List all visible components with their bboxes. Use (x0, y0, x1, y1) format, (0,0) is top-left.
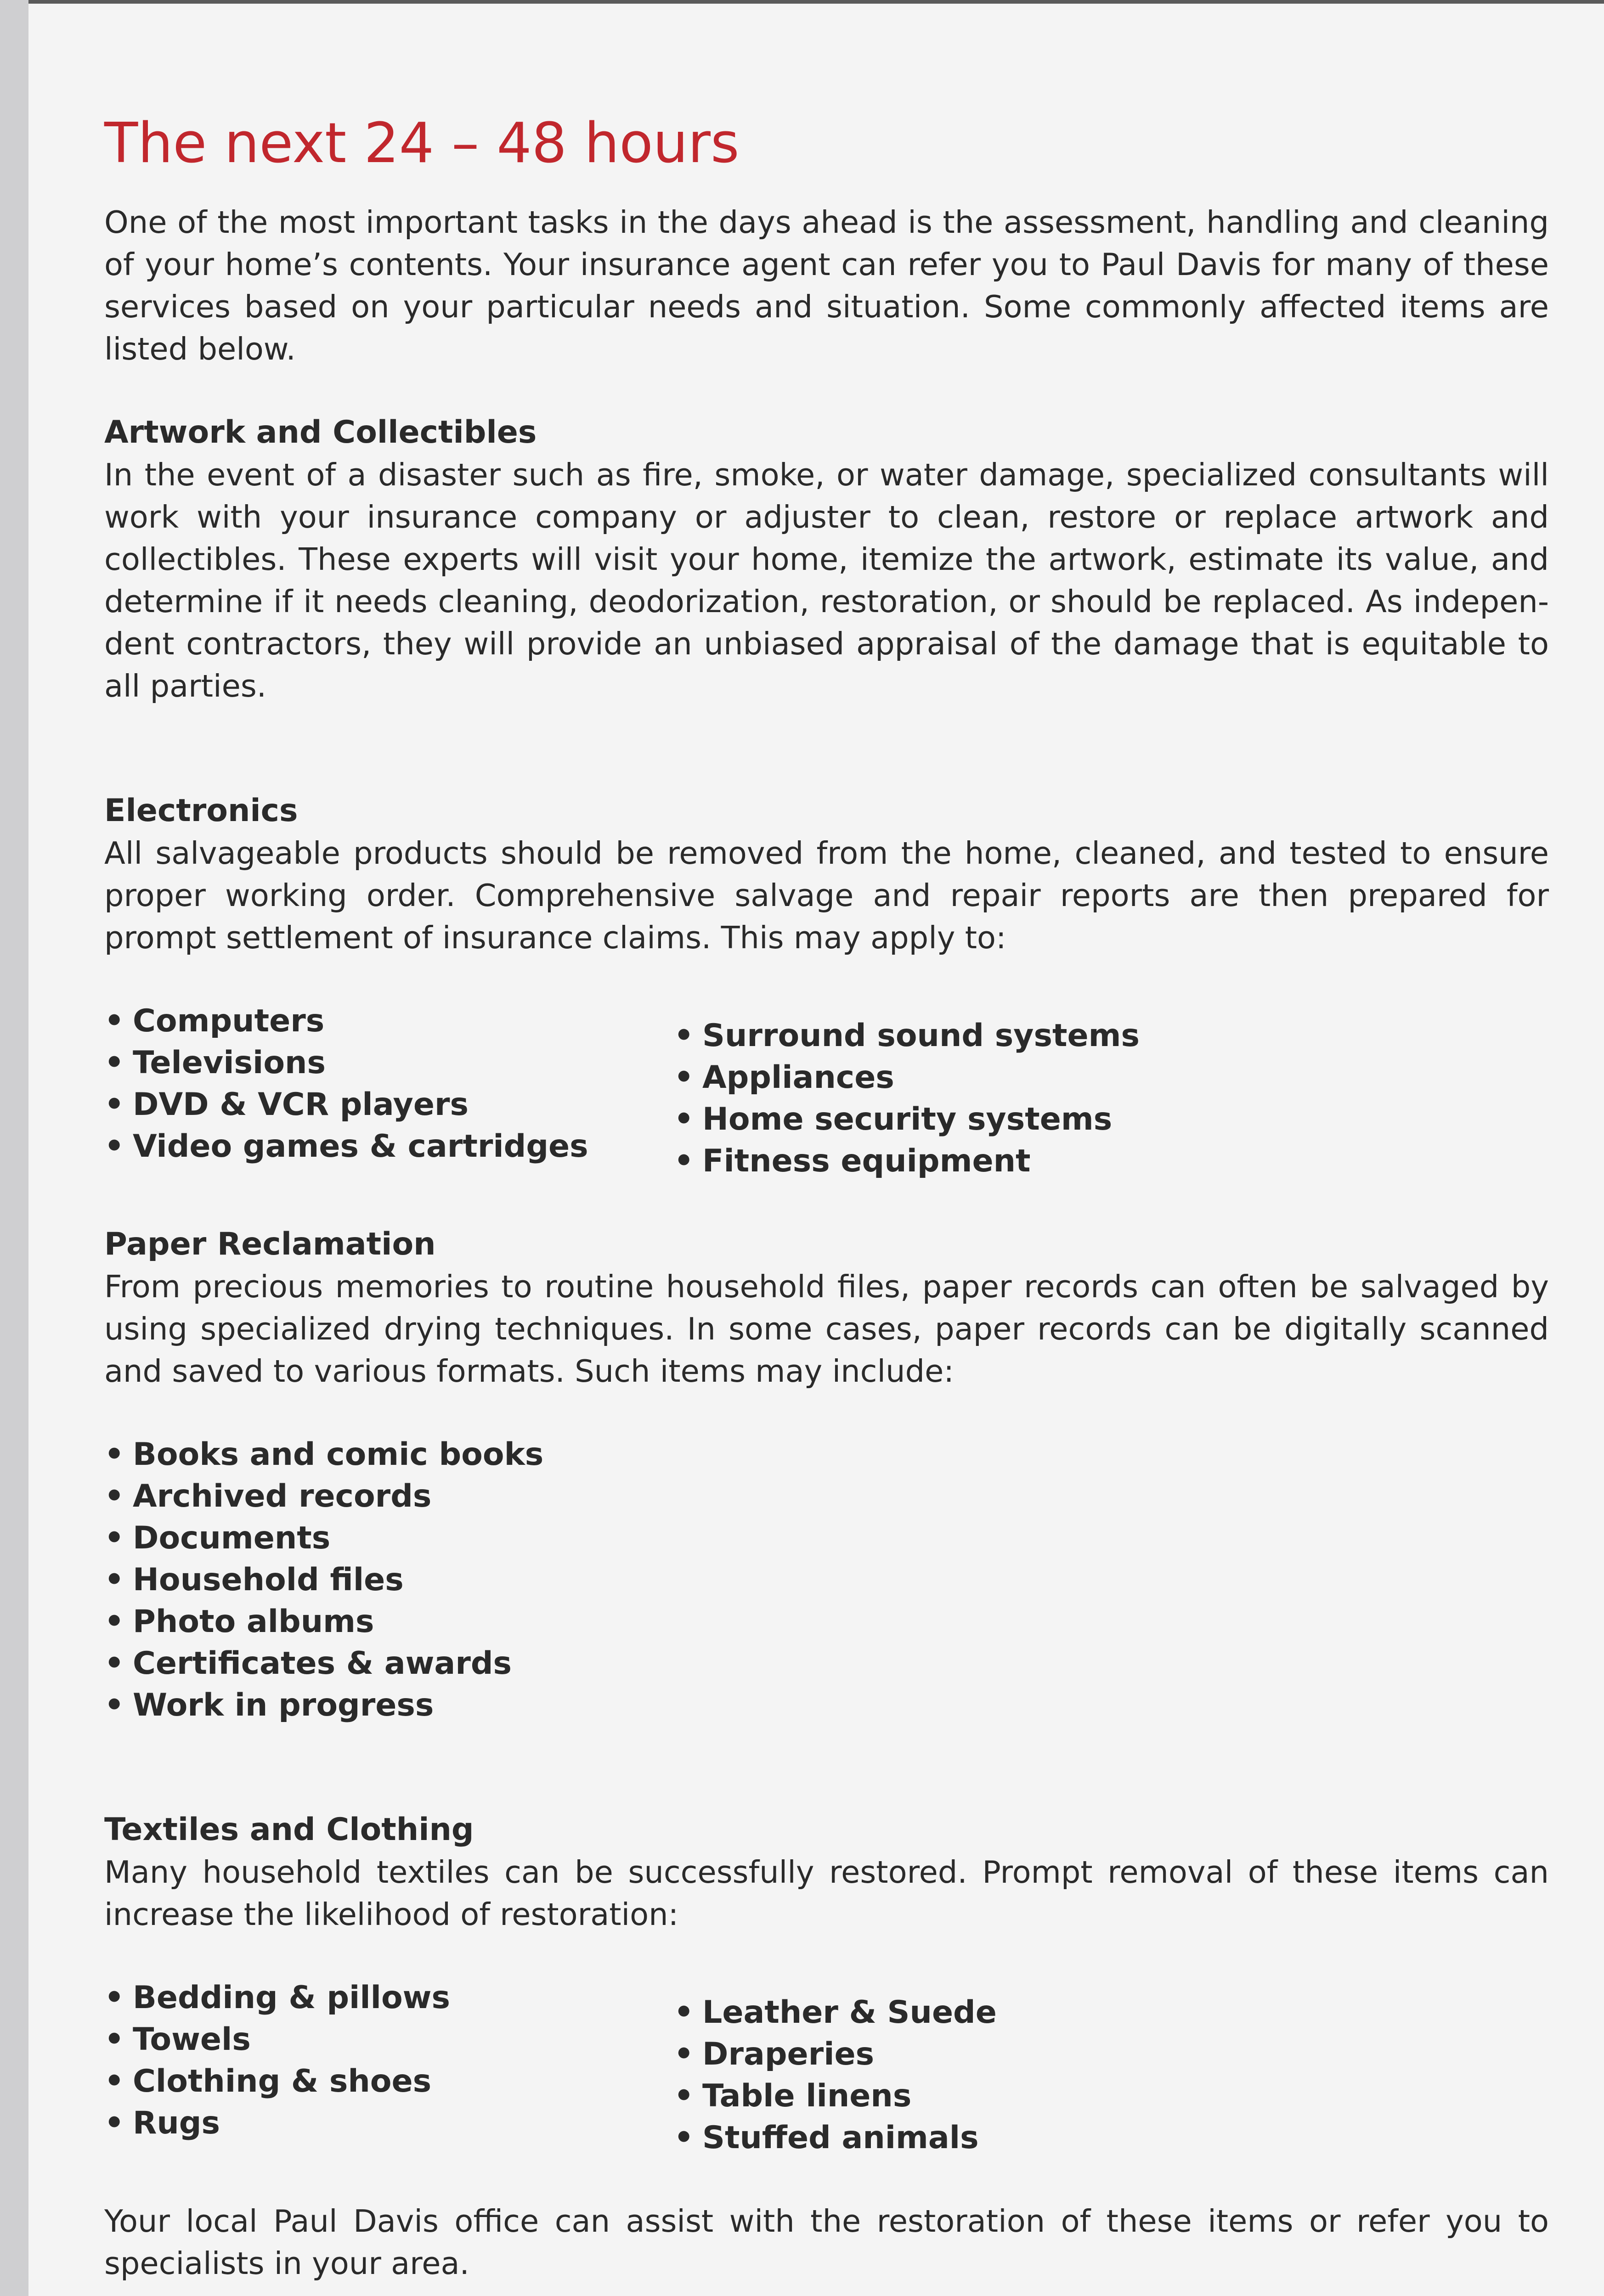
section-electronics (104, 790, 1549, 1182)
section-textiles (104, 1809, 1549, 2159)
list-item: • Appliances (674, 1057, 1140, 1098)
list-item: • Table linens (674, 2075, 997, 2117)
list-item: • Work in progress (104, 1684, 1023, 1726)
list-item: • Fitness equipment (674, 1140, 1140, 1182)
section-artwork (104, 411, 1549, 707)
list-item: • Bedding & pillows (104, 1977, 674, 2019)
bullet-column-left (104, 1000, 674, 1182)
section-body: Many household textiles can be successfully restored. Prompt removal of these items can increase the likelihood of restoration: (104, 1854, 1549, 1932)
page-title: The next 24 – 48 hours (104, 112, 740, 175)
bullet-column-right (674, 1000, 1140, 1182)
bullet-list (104, 1977, 1549, 2159)
list-item: • DVD & VCR players (104, 1084, 674, 1125)
list-item: • Surround sound systems (674, 1015, 1140, 1057)
list-item: • Household files (104, 1559, 1023, 1601)
section-body: From precious memories to routine household files, paper records can often be salvaged by using specialized drying techniques. In some cases, paper records can be digitally scanned and saved to various formats. Such items may include: (104, 1269, 1549, 1389)
list-item: • Computers (104, 1000, 674, 1042)
list-item: • Leather & Suede (674, 1992, 997, 2033)
closing-paragraph: Your local Paul Davis office can assist with the restoration of these items or refer you to specialists in your area. (104, 2203, 1549, 2281)
list-item: • Archived records (104, 1475, 1023, 1517)
document-page (28, 4, 1604, 2296)
bullet-list (104, 1000, 1549, 1182)
left-margin-strip (0, 0, 28, 2296)
top-edge (0, 0, 1604, 4)
section-heading: Artwork and Collectibles (104, 414, 537, 450)
document-content (104, 114, 1549, 2285)
section-heading: Paper Reclamation (104, 1226, 436, 1262)
section-heading: Electronics (104, 793, 298, 829)
list-item: • Books and comic books (104, 1434, 1023, 1475)
section-heading: Textiles and Clothing (104, 1812, 474, 1848)
section-body: In the event of a disaster such as fire, smoke, or water damage, specialized consultants will work with your insurance company or adjuster to clean, restore or replace artwork and collectibles. These experts will visit your home, itemize the artwork, estimate its value, and determine if it needs cleaning, deodorization, restoration, or should be replaced. As independent contractors, they will provide an unbiased appraisal of the damage that is equitable to all parties. (104, 457, 1549, 704)
list-item: • Photo albums (104, 1601, 1023, 1643)
list-item: • Certificates & awards (104, 1643, 1023, 1684)
list-item: • Documents (104, 1517, 1023, 1559)
list-item: • Home security systems (674, 1098, 1140, 1140)
list-item: • Rugs (104, 2102, 674, 2144)
list-item: • Draperies (674, 2033, 997, 2075)
list-item: • Televisions (104, 1042, 674, 1084)
bullet-column-left (104, 1977, 674, 2159)
list-item: • Video games & cartridges (104, 1125, 674, 1167)
list-item: • Towels (104, 2019, 674, 2060)
bullet-list (104, 1434, 1023, 1726)
list-item: • Stuffed animals (674, 2117, 997, 2159)
section-paper (104, 1223, 1549, 1726)
intro-paragraph: One of the most important tasks in the days ahead is the assessment, handling and cleaning of your home’s contents. Your insurance agent can refer you to Paul Davis for many of these services based on your particular needs and situation. Some commonly affected items are listed below. (104, 204, 1549, 367)
section-body: All salvageable products should be removed from the home, cleaned, and tested to ensure proper working order. Comprehensive salvage and repair reports are then prepared for prompt settlement of insurance claims. This may apply to: (104, 835, 1549, 956)
bullet-column-right (674, 1977, 997, 2159)
list-item: • Clothing & shoes (104, 2060, 674, 2102)
